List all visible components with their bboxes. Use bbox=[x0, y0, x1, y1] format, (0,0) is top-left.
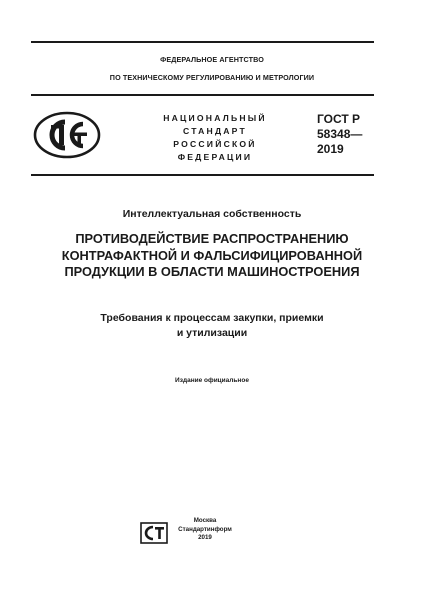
main-title bbox=[0, 231, 424, 281]
subtitle-line: Требования к процессам закупки, приемки bbox=[100, 312, 324, 324]
standard-type bbox=[150, 112, 280, 164]
publisher-text bbox=[170, 517, 240, 543]
category-title: Интеллектуальная собственность bbox=[122, 208, 302, 220]
publisher-city: Москва bbox=[193, 517, 217, 524]
standard-rule bbox=[31, 174, 374, 176]
standard-code-line1: ГОСТ Р bbox=[317, 112, 361, 126]
standard-code bbox=[317, 112, 362, 157]
edition-label: Издание официальное bbox=[175, 377, 249, 384]
main-title-line: КОНТРАФАКТНОЙ И ФАЛЬСИФИЦИРОВАННОЙ bbox=[61, 247, 363, 263]
top-rule bbox=[31, 41, 374, 43]
header-rule bbox=[31, 94, 374, 96]
subtitle bbox=[0, 311, 424, 341]
publisher-block bbox=[140, 517, 240, 577]
agency-name-line1: ФЕДЕРАЛЬНОЕ АГЕНТСТВО bbox=[160, 55, 264, 64]
gost-certification-icon bbox=[33, 110, 101, 160]
standard-type-line: НАЦИОНАЛЬНЫЙ bbox=[163, 113, 267, 123]
standartinform-logo-icon bbox=[140, 522, 168, 544]
agency-name-line2: ПО ТЕХНИЧЕСКОМУ РЕГУЛИРОВАНИЮ И МЕТРОЛОГИИ bbox=[109, 73, 315, 82]
publisher-year: 2019 bbox=[198, 534, 212, 541]
main-title-line: ПРОТИВОДЕЙСТВИЕ РАСПРОСТРАНЕНИЮ bbox=[75, 231, 349, 246]
main-title-line: ПРОДУКЦИИ В ОБЛАСТИ МАШИНОСТРОЕНИЯ bbox=[64, 264, 360, 279]
standard-type-line: СТАНДАРТ bbox=[183, 126, 247, 136]
standard-type-line: ФЕДЕРАЦИИ bbox=[177, 152, 253, 162]
standard-type-line: РОССИЙСКОЙ bbox=[173, 139, 257, 149]
standard-code-line2: 58348— bbox=[317, 127, 363, 141]
standard-code-line3: 2019 bbox=[317, 142, 344, 156]
subtitle-line: и утилизации bbox=[176, 327, 248, 339]
publisher-name: Стандартинформ bbox=[178, 525, 232, 533]
